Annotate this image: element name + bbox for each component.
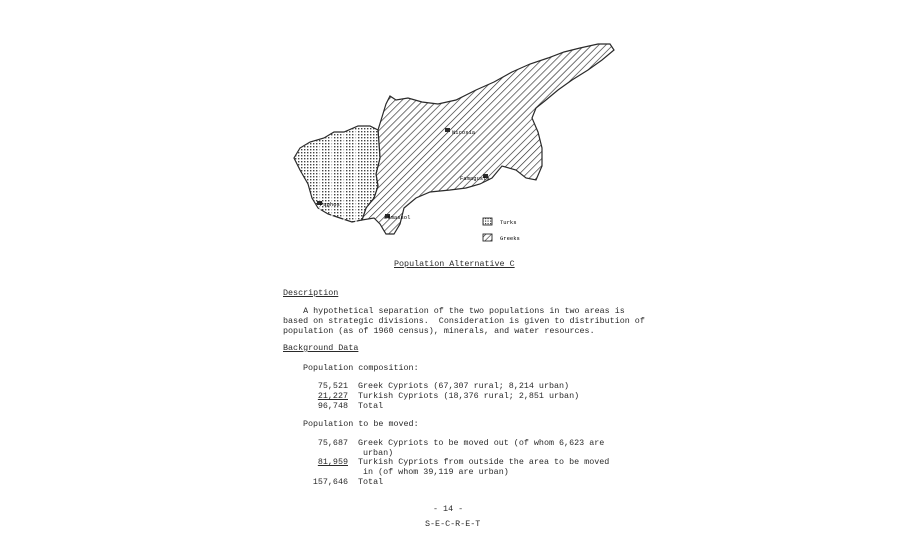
description-line-1: A hypothetical separation of the two populations in two areas is (283, 306, 625, 316)
moved-text: Greek Cypriots to be moved out (of whom 6,623 are (358, 438, 605, 448)
background-heading: Background Data (283, 343, 359, 353)
moved-row (308, 439, 604, 449)
moved-text-cont: urban) (363, 448, 394, 458)
legend-swatch-turks (483, 218, 492, 225)
composition-text: Turkish Cypriots (18,376 rural; 2,851 urban) (358, 391, 580, 401)
place-label-limassol: Limassol (384, 214, 411, 221)
classification-marking: S-E-C-R-E-T (425, 519, 481, 529)
composition-value: 96,748 (317, 401, 348, 411)
place-label-famagusta: Famagusta (460, 175, 490, 182)
page-number: - 14 - (433, 504, 464, 514)
legend-label-greeks: Greeks (500, 235, 520, 242)
city-marker-nicosia (445, 128, 450, 132)
map-legend (483, 218, 520, 242)
legend-label-turks: Turks (500, 219, 517, 226)
moved-text: Total (358, 477, 384, 487)
place-label-paphos: Paphos (320, 201, 340, 208)
moved-row (308, 478, 383, 488)
composition-text: Greek Cypriots (67,307 rural; 8,214 urban) (358, 381, 570, 391)
moved-label: Population to be moved: (303, 419, 419, 429)
legend-swatch-greeks (483, 234, 492, 241)
composition-label: Population composition: (303, 363, 419, 373)
place-label-nicosia: Nicosia (452, 129, 476, 136)
moved-value: 81,959 (317, 457, 348, 467)
cyprus-map (280, 38, 630, 250)
moved-value: 157,646 (312, 477, 348, 487)
moved-value: 75,687 (317, 438, 348, 448)
greek-area (362, 44, 614, 234)
composition-row (308, 392, 579, 402)
composition-value: 21,227 (317, 391, 348, 401)
composition-text: Total (358, 401, 384, 411)
composition-value: 75,521 (317, 381, 348, 391)
map-caption: Population Alternative C (394, 259, 515, 269)
description-heading: Description (283, 288, 339, 298)
description-line-2: based on strategic divisions. Consideration is given to distribution of (283, 316, 645, 326)
moved-text-cont: in (of whom 39,119 are urban) (363, 467, 509, 477)
description-line-3: population (as of 1960 census), minerals, and water resources. (283, 326, 595, 336)
moved-text: Turkish Cypriots from outside the area to be moved (358, 457, 610, 467)
composition-row (308, 402, 383, 412)
